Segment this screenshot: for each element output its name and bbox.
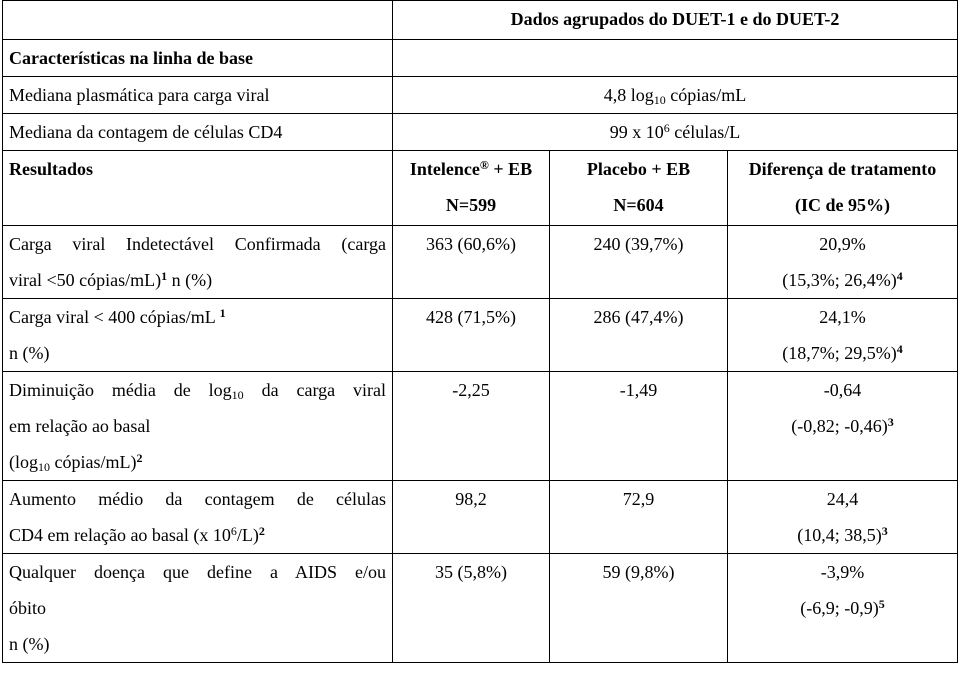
results-table — [2, 0, 958, 663]
cell-intelence: 35 (5,8%) — [393, 554, 550, 663]
header-empty-cell — [3, 1, 393, 40]
baseline-label: Mediana plasmática para carga viral — [3, 77, 393, 114]
cell-intelence: 428 (71,5%) — [393, 299, 550, 372]
cell-placebo: 72,9 — [550, 481, 728, 554]
row-label: Diminuição média de $\log_{10}$ da carga viral em relação ao basal ($\log_{10}$ cópias/mL)$^2$ — [3, 372, 393, 481]
row-label: Carga viral Indetectável Confirmada (carga viral <50 cópias/mL)$^1$ n (%) — [3, 226, 393, 299]
table-row — [3, 554, 958, 663]
results-header-row — [3, 151, 958, 226]
baseline-value: 99 x $10^6$ células/L — [393, 114, 958, 151]
baseline-label: Mediana da contagem de células CD4 — [3, 114, 393, 151]
cell-placebo: -1,49 — [550, 372, 728, 481]
baseline-row-viral-load — [3, 77, 958, 114]
results-table-wrapper — [2, 0, 958, 663]
cell-intelence: 363 (60,6%) — [393, 226, 550, 299]
cell-intelence: 98,2 — [393, 481, 550, 554]
col-intelence-header: Intelence® + EB N=599 — [393, 151, 550, 226]
cell-difference: 20,9% (15,3%; 26,4%)$^4$ — [728, 226, 958, 299]
baseline-value: 4,8 $\log_{10}$ cópias/mL — [393, 77, 958, 114]
cell-placebo: 59 (9,8%) — [550, 554, 728, 663]
cell-intelence: -2,25 — [393, 372, 550, 481]
baseline-row-cd4 — [3, 114, 958, 151]
group-title: Dados agrupados do DUET-1 e do DUET-2 — [393, 1, 958, 40]
baseline-section-empty — [393, 40, 958, 77]
cell-placebo: 286 (47,4%) — [550, 299, 728, 372]
cell-placebo: 240 (39,7%) — [550, 226, 728, 299]
cell-difference: -3,9% (-6,9; -0,9)$^5$ — [728, 554, 958, 663]
table-row — [3, 481, 958, 554]
baseline-section-row — [3, 40, 958, 77]
cell-difference: 24,1% (18,7%; 29,5%)$^4$ — [728, 299, 958, 372]
table-row — [3, 226, 958, 299]
table-row — [3, 372, 958, 481]
row-label: Carga viral < 400 cópias/mL $^1$ n (%) — [3, 299, 393, 372]
row-label: Qualquer doença que define a AIDS e/ou óbito n (%) — [3, 554, 393, 663]
table-row — [3, 299, 958, 372]
cell-difference: 24,4 (10,4; 38,5)$^3$ — [728, 481, 958, 554]
results-section-label: Resultados — [3, 151, 393, 226]
row-label: Aumento médio da contagem de células CD4 em relação ao basal (x $10^6/L)^2$ — [3, 481, 393, 554]
col-placebo-header: Placebo + EB N=604 — [550, 151, 728, 226]
cell-difference: -0,64 (-0,82; -0,46)$^3$ — [728, 372, 958, 481]
header-row — [3, 1, 958, 40]
col-difference-header: Diferença de tratamento (IC de 95%) — [728, 151, 958, 226]
baseline-section-label: Características na linha de base — [3, 40, 393, 77]
